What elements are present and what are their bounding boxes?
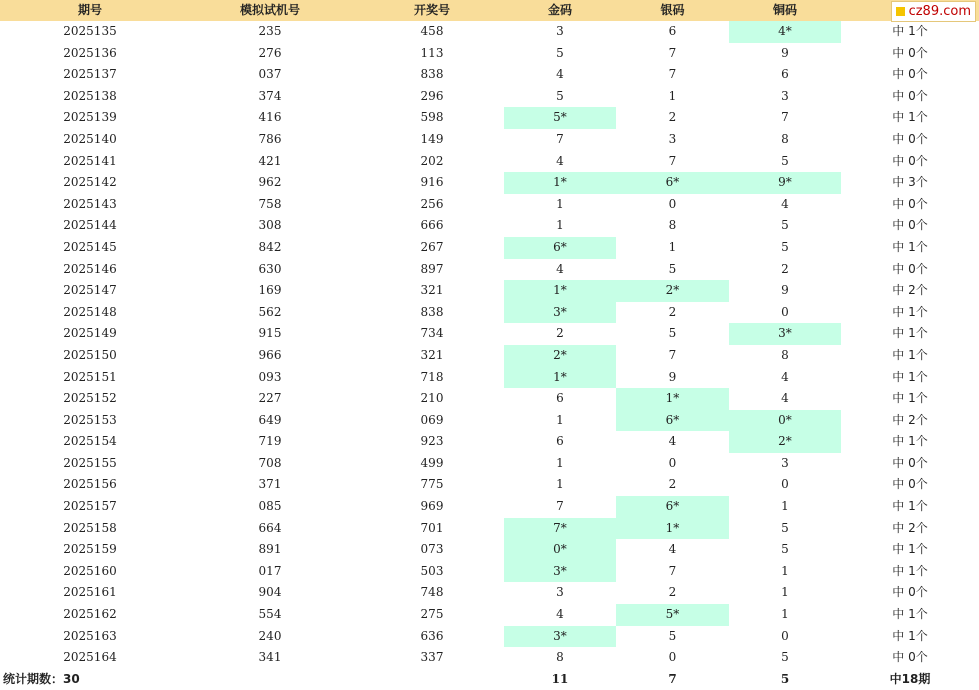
table-row (0, 323, 979, 345)
cell-gold: 1 (556, 218, 564, 233)
cell-sim-number: 037 (258, 67, 282, 82)
cell-gold: 4 (556, 153, 564, 168)
cell-sim-number: 240 (258, 628, 282, 643)
cell-result: 中 1个 (892, 391, 928, 406)
cell-sim-number: 374 (258, 88, 282, 103)
cell-result: 中 0个 (892, 218, 928, 233)
summary-bronze-total: 5 (780, 671, 790, 686)
cell-bronze: 5 (781, 520, 789, 535)
cell-period: 2025161 (63, 585, 117, 600)
cell-period: 2025143 (63, 196, 117, 211)
cell-silver: 7 (668, 563, 677, 578)
cell-period: 2025154 (63, 434, 117, 449)
cell-gold-hit: 5* (504, 107, 616, 129)
cell-silver: 5 (668, 628, 677, 643)
cell-sim-number: 962 (258, 175, 282, 190)
cell-bronze-hit: 9* (729, 172, 841, 194)
header-silver: 银码 (616, 0, 729, 21)
cell-period: 2025160 (63, 563, 117, 578)
header-row (0, 0, 979, 21)
cell-result: 中 1个 (892, 347, 928, 362)
cell-silver: 0 (668, 650, 677, 665)
cell-draw-number: 916 (420, 175, 444, 190)
cell-sim-number: 227 (258, 391, 282, 406)
cell-sim-number: 904 (258, 585, 282, 600)
cell-bronze: 5 (781, 239, 789, 254)
cell-period: 2025151 (63, 369, 117, 384)
cell-bronze: 0 (781, 304, 789, 319)
cell-gold-hit: 6* (504, 237, 616, 259)
summary-empty-1 (180, 669, 360, 690)
table-row (0, 647, 979, 669)
cell-sim-number: 554 (258, 607, 282, 622)
cell-period: 2025137 (63, 67, 117, 82)
cell-sim-number: 649 (258, 412, 282, 427)
cell-silver-hit: 6* (616, 496, 729, 518)
cell-period: 2025157 (63, 499, 117, 514)
cell-result: 中 3个 (892, 175, 928, 190)
cell-silver: 0 (668, 196, 677, 211)
table-row (0, 215, 979, 237)
cell-silver-hit: 5* (616, 604, 729, 626)
cell-period: 2025136 (63, 45, 117, 60)
cell-sim-number: 891 (258, 542, 282, 557)
cell-silver: 7 (668, 347, 677, 362)
cell-period: 2025135 (63, 24, 117, 38)
cell-draw-number: 636 (420, 628, 444, 643)
summary-result-total: 中18期 (889, 671, 931, 686)
header-bronze: 铜码 (729, 0, 841, 21)
cell-silver: 5 (668, 261, 677, 276)
cell-result: 中 0个 (892, 88, 928, 103)
cell-period: 2025144 (63, 218, 117, 233)
table-row (0, 388, 979, 410)
cell-bronze: 0 (781, 477, 789, 492)
cell-sim-number: 915 (258, 326, 282, 341)
cell-bronze: 1 (781, 585, 789, 600)
summary-gold-total: 11 (551, 671, 569, 686)
cell-silver: 4 (668, 434, 677, 449)
cell-bronze: 1 (781, 499, 789, 514)
cell-sim-number: 786 (258, 131, 282, 146)
cell-result: 中 1个 (892, 110, 928, 125)
site-logo[interactable] (891, 1, 976, 22)
cell-period: 2025164 (63, 650, 117, 665)
cell-sim-number: 093 (258, 369, 282, 384)
table-row (0, 453, 979, 475)
cell-result: 中 1个 (892, 607, 928, 622)
cell-silver: 6 (668, 24, 677, 38)
cell-sim-number: 708 (258, 455, 282, 470)
table-row (0, 237, 979, 259)
table-row (0, 86, 979, 108)
cell-bronze: 3 (781, 455, 789, 470)
cell-gold: 3 (556, 585, 564, 600)
cell-period: 2025158 (63, 520, 117, 535)
cell-result: 中 0个 (892, 196, 928, 211)
cell-sim-number: 371 (258, 477, 282, 492)
cell-result: 中 0个 (892, 45, 928, 60)
cell-bronze: 7 (781, 110, 789, 125)
table-row (0, 345, 979, 367)
table-row (0, 474, 979, 496)
cell-period: 2025153 (63, 412, 117, 427)
cell-silver: 7 (668, 153, 677, 168)
cell-gold: 8 (556, 650, 564, 665)
table-row (0, 129, 979, 151)
logo-square-icon (896, 7, 905, 16)
cell-bronze: 2 (781, 261, 789, 276)
cell-draw-number: 838 (420, 304, 444, 319)
cell-silver: 1 (668, 88, 677, 103)
cell-bronze-hit: 2* (729, 431, 841, 453)
cell-bronze: 4 (781, 196, 789, 211)
cell-result: 中 1个 (892, 24, 928, 38)
cell-draw-number: 458 (420, 24, 444, 38)
table-row (0, 194, 979, 216)
cell-sim-number: 308 (258, 218, 282, 233)
table-row (0, 172, 979, 194)
cell-bronze: 5 (781, 542, 789, 557)
cell-bronze: 5 (781, 153, 789, 168)
summary-silver-total: 7 (668, 671, 677, 686)
cell-sim-number: 235 (258, 24, 282, 38)
cell-period: 2025150 (63, 347, 117, 362)
cell-silver-hit: 1* (616, 388, 729, 410)
cell-sim-number: 421 (258, 153, 282, 168)
cell-period: 2025147 (63, 283, 117, 298)
cell-result: 中 0个 (892, 261, 928, 276)
cell-period: 2025148 (63, 304, 117, 319)
cell-draw-number: 256 (420, 196, 444, 211)
cell-period: 2025140 (63, 131, 117, 146)
cell-silver: 3 (668, 131, 677, 146)
cell-bronze: 3 (781, 88, 789, 103)
cell-draw-number: 969 (420, 499, 444, 514)
cell-gold: 6 (556, 434, 564, 449)
cell-gold: 3 (556, 24, 564, 38)
table-row (0, 43, 979, 65)
cell-result: 中 1个 (892, 434, 928, 449)
cell-silver: 2 (668, 585, 677, 600)
cell-sim-number: 664 (258, 520, 282, 535)
cell-draw-number: 598 (420, 110, 444, 125)
cell-gold: 7 (556, 499, 564, 514)
table-row (0, 410, 979, 432)
cell-gold: 1 (556, 196, 564, 211)
cell-sim-number: 842 (258, 239, 282, 254)
cell-draw-number: 337 (420, 650, 444, 665)
cell-gold-hit: 1* (504, 172, 616, 194)
cell-period: 2025159 (63, 542, 117, 557)
cell-period: 2025141 (63, 153, 117, 168)
cell-silver: 2 (668, 110, 677, 125)
cell-gold-hit: 3* (504, 626, 616, 648)
cell-draw-number: 296 (420, 88, 444, 103)
cell-period: 2025155 (63, 455, 117, 470)
cell-result: 中 0个 (892, 477, 928, 492)
cell-gold: 1 (556, 477, 564, 492)
cell-result: 中 1个 (892, 326, 928, 341)
cell-silver: 0 (668, 455, 677, 470)
table-row (0, 431, 979, 453)
header-period: 期号 (0, 0, 180, 21)
cell-gold-hit: 3* (504, 561, 616, 583)
cell-result: 中 1个 (892, 369, 928, 384)
cell-period: 2025139 (63, 110, 117, 125)
cell-gold-hit: 1* (504, 367, 616, 389)
cell-result: 中 0个 (892, 650, 928, 665)
cell-draw-number: 499 (420, 455, 444, 470)
table-body (0, 21, 979, 669)
cell-sim-number: 630 (258, 261, 282, 276)
cell-gold-hit: 1* (504, 280, 616, 302)
cell-result: 中 1个 (892, 304, 928, 319)
cell-silver: 9 (668, 369, 677, 384)
table-row (0, 539, 979, 561)
cell-sim-number: 719 (258, 434, 282, 449)
cell-silver: 7 (668, 45, 677, 60)
cell-silver: 2 (668, 477, 677, 492)
header-sim-number: 模拟试机号 (180, 0, 360, 21)
table-row (0, 107, 979, 129)
cell-result: 中 0个 (892, 67, 928, 82)
table-row (0, 496, 979, 518)
cell-bronze-hit: 3* (729, 323, 841, 345)
cell-result: 中 1个 (892, 563, 928, 578)
cell-sim-number: 341 (258, 650, 282, 665)
cell-draw-number: 267 (420, 239, 444, 254)
cell-draw-number: 718 (420, 369, 444, 384)
cell-period: 2025149 (63, 326, 117, 341)
cell-draw-number: 897 (420, 261, 444, 276)
cell-silver: 4 (668, 542, 677, 557)
cell-silver: 1 (668, 239, 677, 254)
table-row (0, 367, 979, 389)
cell-gold: 1 (556, 455, 564, 470)
cell-bronze: 4 (781, 369, 789, 384)
cell-result: 中 0个 (892, 131, 928, 146)
cell-bronze-hit: 4* (729, 21, 841, 43)
cell-gold-hit: 0* (504, 539, 616, 561)
cell-result: 中 0个 (892, 585, 928, 600)
cell-result: 中 1个 (892, 499, 928, 514)
cell-gold: 1 (556, 412, 564, 427)
cell-bronze-hit: 0* (729, 410, 841, 432)
cell-silver-hit: 6* (616, 172, 729, 194)
table-row (0, 561, 979, 583)
cell-draw-number: 149 (420, 131, 444, 146)
cell-silver: 2 (668, 304, 677, 319)
cell-period: 2025156 (63, 477, 117, 492)
logo-text: cz89.com (908, 4, 971, 19)
cell-sim-number: 966 (258, 347, 282, 362)
cell-bronze: 4 (781, 391, 789, 406)
cell-bronze: 5 (781, 650, 789, 665)
cell-bronze: 8 (781, 347, 789, 362)
cell-draw-number: 666 (420, 218, 444, 233)
header-gold: 金码 (504, 0, 616, 21)
cell-bronze: 1 (781, 563, 789, 578)
cell-silver: 5 (668, 326, 677, 341)
cell-gold-hit: 3* (504, 302, 616, 324)
cell-draw-number: 069 (420, 412, 444, 427)
cell-draw-number: 321 (420, 347, 444, 362)
cell-draw-number: 701 (420, 520, 444, 535)
cell-silver: 7 (668, 67, 677, 82)
cell-sim-number: 416 (258, 110, 282, 125)
cell-gold: 4 (556, 67, 564, 82)
cell-result: 中 2个 (892, 412, 928, 427)
cell-bronze: 6 (781, 67, 789, 82)
table-row (0, 302, 979, 324)
cell-draw-number: 503 (420, 563, 444, 578)
cell-result: 中 1个 (892, 542, 928, 557)
cell-period: 2025146 (63, 261, 117, 276)
cell-result: 中 1个 (892, 628, 928, 643)
cell-draw-number: 202 (420, 153, 444, 168)
cell-result: 中 0个 (892, 455, 928, 470)
cell-period: 2025138 (63, 88, 117, 103)
table-row (0, 21, 979, 43)
cell-draw-number: 275 (420, 607, 444, 622)
summary-empty-2 (360, 669, 504, 690)
cell-result: 中 2个 (892, 283, 928, 298)
cell-bronze: 1 (781, 607, 789, 622)
table-row (0, 64, 979, 86)
summary-row (0, 669, 979, 690)
cell-gold: 2 (556, 326, 564, 341)
cell-result: 中 2个 (892, 520, 928, 535)
cell-silver-hit: 2* (616, 280, 729, 302)
cell-bronze: 5 (781, 218, 789, 233)
cell-period: 2025163 (63, 628, 117, 643)
header-draw-number: 开奖号 (360, 0, 504, 21)
cell-gold: 7 (556, 131, 564, 146)
table-row (0, 518, 979, 540)
cell-bronze: 8 (781, 131, 789, 146)
table-row (0, 582, 979, 604)
cell-draw-number: 748 (420, 585, 444, 600)
summary-label: 统计期数：30 (3, 671, 80, 686)
cell-sim-number: 169 (258, 283, 282, 298)
cell-gold: 4 (556, 261, 564, 276)
cell-draw-number: 210 (420, 391, 444, 406)
table-row (0, 280, 979, 302)
cell-draw-number: 073 (420, 542, 444, 557)
cell-period: 2025145 (63, 239, 117, 254)
cell-gold: 5 (556, 88, 564, 103)
cell-gold: 6 (556, 391, 564, 406)
cell-bronze: 9 (781, 283, 789, 298)
cell-period: 2025152 (63, 391, 117, 406)
cell-draw-number: 923 (420, 434, 444, 449)
cell-draw-number: 113 (420, 45, 444, 60)
cell-gold: 4 (556, 607, 564, 622)
cell-draw-number: 321 (420, 283, 444, 298)
cell-bronze: 9 (781, 45, 789, 60)
cell-gold-hit: 7* (504, 518, 616, 540)
cell-bronze: 0 (781, 628, 789, 643)
cell-period: 2025142 (63, 175, 117, 190)
table-row (0, 604, 979, 626)
cell-sim-number: 758 (258, 196, 282, 211)
cell-result: 中 0个 (892, 153, 928, 168)
cell-draw-number: 775 (420, 477, 444, 492)
cell-gold: 5 (556, 45, 564, 60)
table-row (0, 151, 979, 173)
cell-silver-hit: 1* (616, 518, 729, 540)
table-row (0, 626, 979, 648)
cell-period: 2025162 (63, 607, 117, 622)
cell-silver: 8 (668, 218, 677, 233)
cell-result: 中 1个 (892, 239, 928, 254)
cell-gold-hit: 2* (504, 345, 616, 367)
cell-sim-number: 562 (258, 304, 282, 319)
cell-draw-number: 734 (420, 326, 444, 341)
cell-sim-number: 276 (258, 45, 282, 60)
cell-sim-number: 085 (258, 499, 282, 514)
cell-draw-number: 838 (420, 67, 444, 82)
table-row (0, 259, 979, 281)
cell-silver-hit: 6* (616, 410, 729, 432)
cell-sim-number: 017 (258, 563, 282, 578)
